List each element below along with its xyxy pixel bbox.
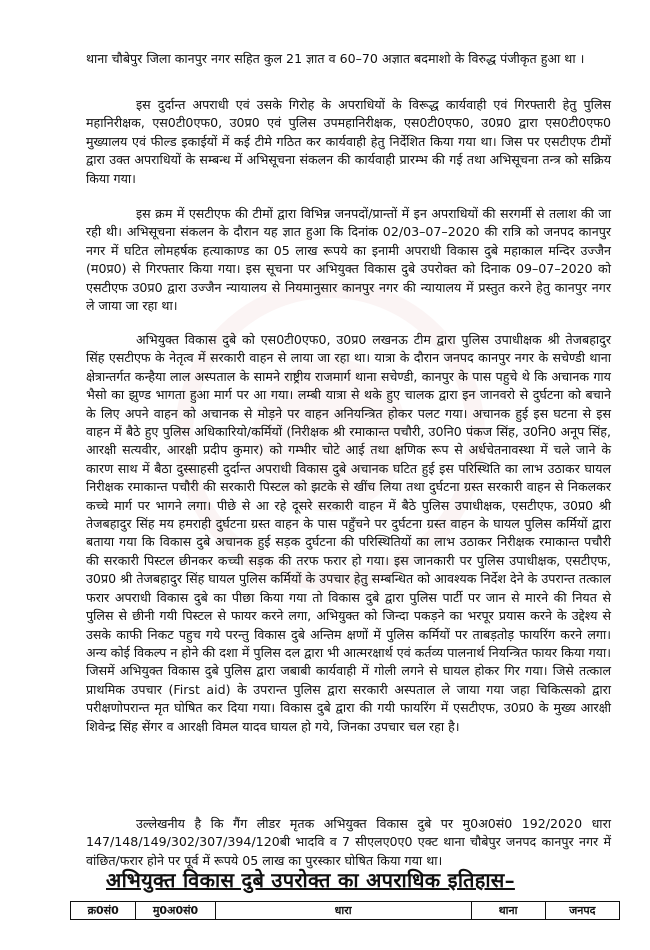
paragraph-stf-teams: इस दुर्दान्त अपराधी एवं उसके गिरोह के अपराधियों के विरूद्ध कार्यवाही एवं गिरफ्तारी हेतु पुलिस महानिरीक्षक, एस0टी0एफ0, उ0प्र0 एवं पुलिस उपमहानिरीक्षक, एस0टी0एफ0, उ0प्र0 द्वारा एस0टी0एफ0 मुख्यालय एवं फील्ड इकाईयों में कई टीमे गठित कर कार्यवाही हेतु निर्देशित किया गया था। जिस पर एसटीएफ टीमों द्वारा उक्त अपराधियों के सम्बन्ध में अभिसूचना संकलन की कार्यवाही प्रारम्भ की गई तथा अभिसूचना तन्त्र को सक्रिय किया गया। (86, 97, 611, 186)
col-case-no: मु0अ0सं0 (136, 902, 215, 920)
col-district: जनपद (545, 902, 619, 920)
paragraph-encounter-account: अभियुक्त विकास दुबे को एस0टी0एफ0, उ0प्र0 लखनऊ टीम द्वारा पुलिस उपाधीक्षक श्री तेजबहादुर सिंह एसटीएफ के नेतृत्व में सरकारी वाहन से लाया जा रहा था। यात्रा के दौरान जनपद कानपुर नगर के सचेण्डी थाना क्षेत्रान्तर्गत कन्हैया लाल अस्पताल के सामने राष्ट्रीय राजमार्ग थाना सचेण्डी, कानपुर के पास पहुचे थे कि अचानक गाय भैसो का झुण्ड भागता हुआ मार्ग पर आ गया। लम्बी यात्रा से थके हुए चालक द्वारा इन जानवरो से दुर्घटना को बचाने के लिए अपने वाहन को अचानक से मोड़ने पर वाहन अनियन्त्रित होकर पलट गया। अचानक हुई इस घटना से इस वाहन में बैठे हुए पुलिस अधिकारियो/कर्मियों (निरीक्षक श्री रमाकान्त पचौरी, उ0नि0 पंकज सिंह, उ0नि0 अनूप सिंह, आरक्षी सत्यवीर, आरक्षी प्रदीप कुमार) को गम्भीर चोटे आई तथा क्षणिक रूप से अर्धचेतनावस्था में चले जाने के कारण साथ में बैठा दुस्साहसी दुर्दान्त अपराधी विकास दुबे अचानक घटित हुई इस परिस्थिति का लाभ उठाकर घायल निरीक्षक रमाकान्त पचौरी की सरकारी पिस्टल को झटके से खींच लिया तथा दुर्घटना ग्रस्त सरकारी वाहन से निकलकर कच्चे मार्ग पर भागने लगा। पीछे से आ रहे दूसरे सरकारी वाहन में बैठे पुलिस उपाधीक्षक, एसटीएफ, उ0प्र0 श्री तेजबहादुर सिंह मय हमराही दुर्घटना ग्रस्त वाहन के पास पहुँचने पर दुर्घटना ग्रस्त वाहन के घायल पुलिस कर्मियों द्वारा बताया गया कि विकास दुबे अचानक हुई सड़क दुर्घटना की परिस्थितियों का लाभ उठाकर निरीक्षक रमाकान्त पचौरी की सरकारी पिस्टल छीनकर कच्ची सड़क की तरफ फरार हो गया। इस जानकारी पर पुलिस उपाधीक्षक, एसटीएफ, उ0प्र0 श्री तेजबहादुर सिंह घायल पुलिस कर्मियों के उपचार हेतु सम्बन्धित को आवश्यक निर्देश देने के उपरान्त तत्काल फरार अपराधी विकास दुबे का पीछा किया गया तो विकास दुबे द्वारा पुलिस पार्टी पर जान से मारने की नियत से पुलिस से छीनी गयी पिस्टल से फायर करने लगा, अभियुक्त को जिन्दा पकड़ने का भरपूर प्रयास करने के उद्देश्य से उसके काफी निकट पहुच गये परन्तु विकास दुबे अन्तिम क्षणों में पुलिस कर्मियों पर ताबड़तोड़ फायरिंग करने लगा। अन्य कोई विकल्प न होने की दशा में पुलिस दल द्वारा भी आत्मरक्षार्थ एवं कर्तव्य पालनार्थ नियन्त्रित फायर किया गया। जिसमें अभियुक्त विकास दुबे पुलिस द्वारा जबाबी कार्यवाही में गोली लगने से घायल होकर गिर गया। जिसे तत्काल प्राथमिक उपचार (First aid) के उपरान्त पुलिस द्वारा सरकारी अस्पताल ले जाया गया जहा चिकित्सको द्वारा परीक्षणोपरान्त मृत घोषित कर दिया गया। विकास दुबे द्वारा की गयी फायरिंग में एसटीएफ, उ0प्र0 के मुख्य आरक्षी शिवेन्द्र सिंह सेंगर व आरक्षी विमल यादव घायल हो गये, जिनका उपचार चल रहा है। (86, 332, 611, 734)
col-police-station: थाना (471, 902, 545, 920)
col-section: धारा (215, 902, 471, 920)
criminal-history-table (70, 901, 620, 920)
paragraph-reward-note: उल्लेखनीय है कि गैंग लीडर मृतक अभियुक्त विकास दुबे पर मु0अ0सं0 192/2020 धारा 147/148/149/302/307/394/120बी भादवि व 7 सीएलए0ए0 एक्ट थाना चौबेपुर जनपद कानपुर नगर में वांछित/फरार होने पर पूर्व में रूपये 05 लाख का पुरस्कार घोषित किया गया था। (86, 816, 611, 868)
col-serial-no: क्र0सं0 (71, 902, 136, 920)
criminal-history-heading: अभियुक्त विकास दुबे उपरोक्त का अपराधिक इतिहास– (106, 868, 515, 892)
table-header-row (71, 902, 620, 920)
paragraph-arrest-ujjain: इस क्रम में एसटीएफ की टीमों द्वारा विभिन्न जनपदों/प्रान्तों में इन अपराधियों की सरगर्मी से तलाश की जा रही थी। अभिसूचना संकलन के दौरान यह ज्ञात हुआ कि दिनांक 02/03–07–2020 की रात्रि को जनपद कानपुर नगर में घटित लोमहर्षक हत्याकाण्ड का 05 लाख रूपये का इनामी अपराधी विकास दुबे महाकाल मन्दिर उज्जैन (म0प्र0) से गिरफ्तार किया गया। इस सूचना पर अभियुक्त विकास दुबे उपरोक्त को दिनाक 09–07–2020 को एसटीएफ उ0प्र0 द्वारा उज्जैन न्यायालय से नियमानुसार कानपुर नगर की न्यायालय में प्रस्तुत करने हेतु कानपुर नगर ले जाया जा रहा था। (86, 206, 611, 314)
paragraph-fir-registration: थाना चौबेपुर जिला कानपुर नगर सहित कुल 21 ज्ञात व 60–70 अज्ञात बदमाशो के विरुद्ध पंजीकृत हुआ था । (86, 51, 585, 66)
